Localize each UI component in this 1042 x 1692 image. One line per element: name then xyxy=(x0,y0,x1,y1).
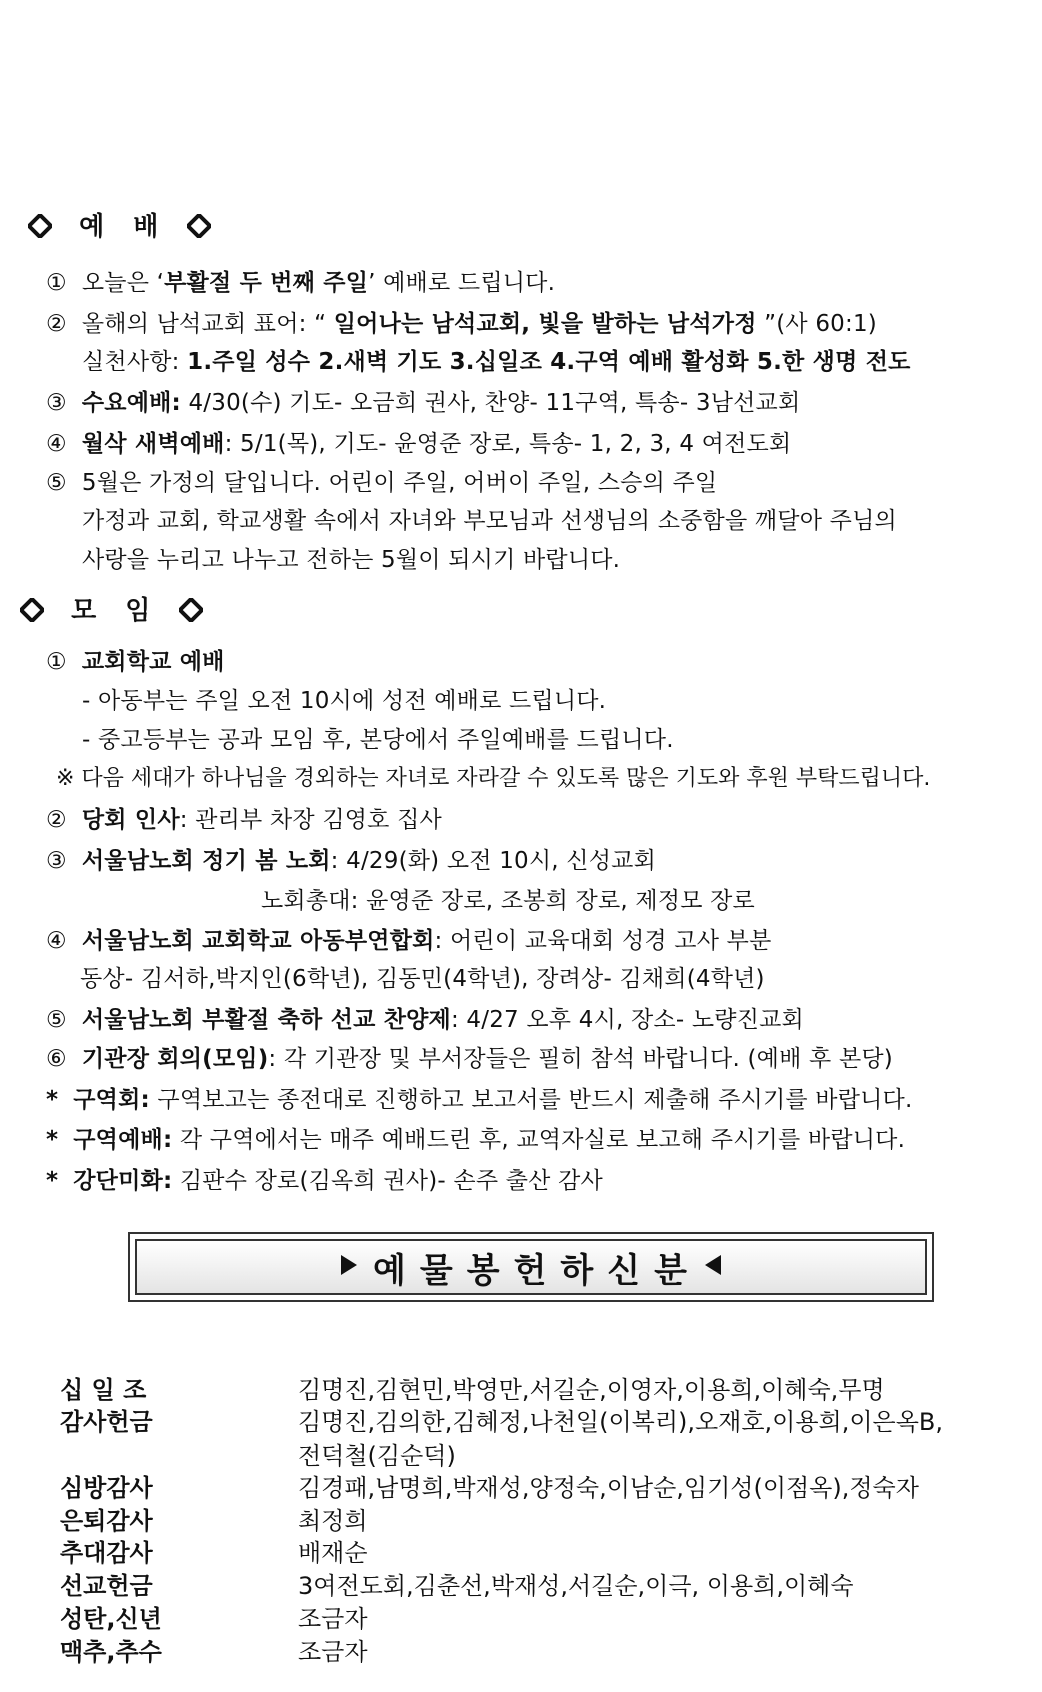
offering-names: 조금자 xyxy=(298,1605,368,1633)
meeting-item-1: ① 교회학교 예배 xyxy=(46,649,225,675)
offering-label: 선교헌금 xyxy=(60,1572,153,1600)
triangle-left-icon xyxy=(705,1255,721,1275)
offering-title-box xyxy=(128,1232,934,1302)
meeting-item-2: ② 당회 인사: 관리부 차장 김영호 집사 xyxy=(46,807,442,833)
meeting-section-title: 모 임 xyxy=(71,596,161,626)
triangle-right-icon xyxy=(341,1255,357,1275)
meeting-item-1-line-b: - 중고등부는 공과 모임 후, 본당에서 주일예배를 드립니다. xyxy=(82,727,674,753)
worship-section-title: 예 배 xyxy=(79,212,169,242)
offering-names: 조금자 xyxy=(298,1638,368,1666)
worship-item-2: ② 올해의 남석교회 표어: “ 일어나는 남석교회, 빛을 발하는 남석가정 ”(사 60:1) xyxy=(46,311,877,337)
offering-label: 심방감사 xyxy=(60,1474,153,1502)
worship-section-header xyxy=(28,210,211,244)
meeting-item-4: ④ 서울남노회 교회학교 아동부연합회: 어린이 교육대회 성경 고사 부분 xyxy=(46,928,772,954)
offering-names-continued: 전덕철(김순덕) xyxy=(298,1442,456,1470)
meeting-item-3: ③ 서울남노회 정기 봄 노회: 4/29(화) 오전 10시, 신성교회 xyxy=(46,848,656,874)
offering-label: 은퇴감사 xyxy=(60,1507,153,1535)
offering-names: 3여전도회,김춘선,박재성,서길순,이극, 이용희,이혜숙 xyxy=(298,1572,854,1600)
worship-item-3: ③ 수요예배: 4/30(수) 기도- 오금희 권사, 찬양- 11구역, 특송- 3남선교회 xyxy=(46,390,801,416)
meeting-note-altar-flowers: * 강단미화: 김판수 장로(김옥희 권사)- 손주 출산 감사 xyxy=(46,1168,603,1194)
diamond-icon xyxy=(187,214,211,238)
meeting-item-1-line-a: - 아동부는 주일 오전 10시에 성전 예배로 드립니다. xyxy=(82,688,607,714)
meeting-item-5: ⑤ 서울남노회 부활절 축하 선교 찬양제: 4/27 오후 4시, 장소- 노량진교회 xyxy=(46,1007,804,1033)
worship-item-2-practice: 실천사항: 1.주일 성수 2.새벽 기도 3.십일조 4.구역 예배 활성화 5.한 생명 전도 xyxy=(82,349,911,375)
meeting-item-1-note: ※ 다음 세대가 하나님을 경외하는 자녀로 자라갈 수 있도록 많은 기도와 후원 부탁드립니다. xyxy=(56,766,931,791)
offering-label: 맥추,추수 xyxy=(60,1638,162,1666)
meeting-section-header xyxy=(20,594,203,628)
meeting-item-3-delegates: 노회총대: 윤영준 장로, 조봉희 장로, 제정모 장로 xyxy=(261,888,755,914)
worship-item-5: ⑤ 5월은 가정의 달입니다. 어린이 주일, 어버이 주일, 스승의 주일 xyxy=(46,470,718,496)
offering-label: 성탄,신년 xyxy=(60,1605,162,1633)
offering-label: 감사헌금 xyxy=(60,1408,153,1436)
diamond-icon xyxy=(20,598,44,622)
offering-names: 김명진,김의한,김혜정,나천일(이복리),오재호,이용희,이은옥B, xyxy=(298,1408,944,1436)
offering-title-inner xyxy=(135,1239,927,1295)
meeting-item-4-awards: 동상- 김서하,박지인(6학년), 김동민(4학년), 장려상- 김채희(4학년) xyxy=(80,966,765,992)
worship-item-5-line-2: 가정과 교회, 학교생활 속에서 자녀와 부모님과 선생님의 소중함을 깨달아 주님의 xyxy=(82,508,897,534)
diamond-icon xyxy=(179,598,203,622)
worship-item-4: ④ 월삭 새벽예배: 5/1(목), 기도- 윤영준 장로, 특송- 1, 2, 3, 4 여전도회 xyxy=(46,431,792,457)
offering-names: 최정희 xyxy=(298,1507,368,1535)
worship-item-5-line-3: 사랑을 누리고 나누고 전하는 5월이 되시기 바랍니다. xyxy=(82,547,621,573)
worship-item-1: ① 오늘은 ‘부활절 두 번째 주일’ 예배로 드립니다. xyxy=(46,270,556,296)
meeting-note-district: * 구역회: 구역보고는 종전대로 진행하고 보고서를 반드시 제출해 주시기를 바랍니다. xyxy=(46,1087,913,1113)
meeting-note-district-worship: * 구역예배: 각 구역에서는 매주 예배드린 후, 교역자실로 보고해 주시기를 바랍니다. xyxy=(46,1127,906,1153)
offering-names: 김명진,김현민,박영만,서길순,이영자,이용희,이혜숙,무명 xyxy=(298,1376,885,1404)
offering-names: 김경패,남명희,박재성,양정숙,이남순,임기성(이점옥),정숙자 xyxy=(298,1474,919,1502)
offering-names: 배재순 xyxy=(298,1539,368,1567)
meeting-item-6: ⑥ 기관장 회의(모임): 각 기관장 및 부서장들은 필히 참석 바랍니다. (예배 후 본당) xyxy=(46,1046,893,1072)
offering-label: 십 일 조 xyxy=(60,1376,147,1404)
diamond-icon xyxy=(28,214,52,238)
offering-label: 추대감사 xyxy=(60,1539,153,1567)
offering-title: 예물봉헌하신분 xyxy=(373,1250,701,1291)
